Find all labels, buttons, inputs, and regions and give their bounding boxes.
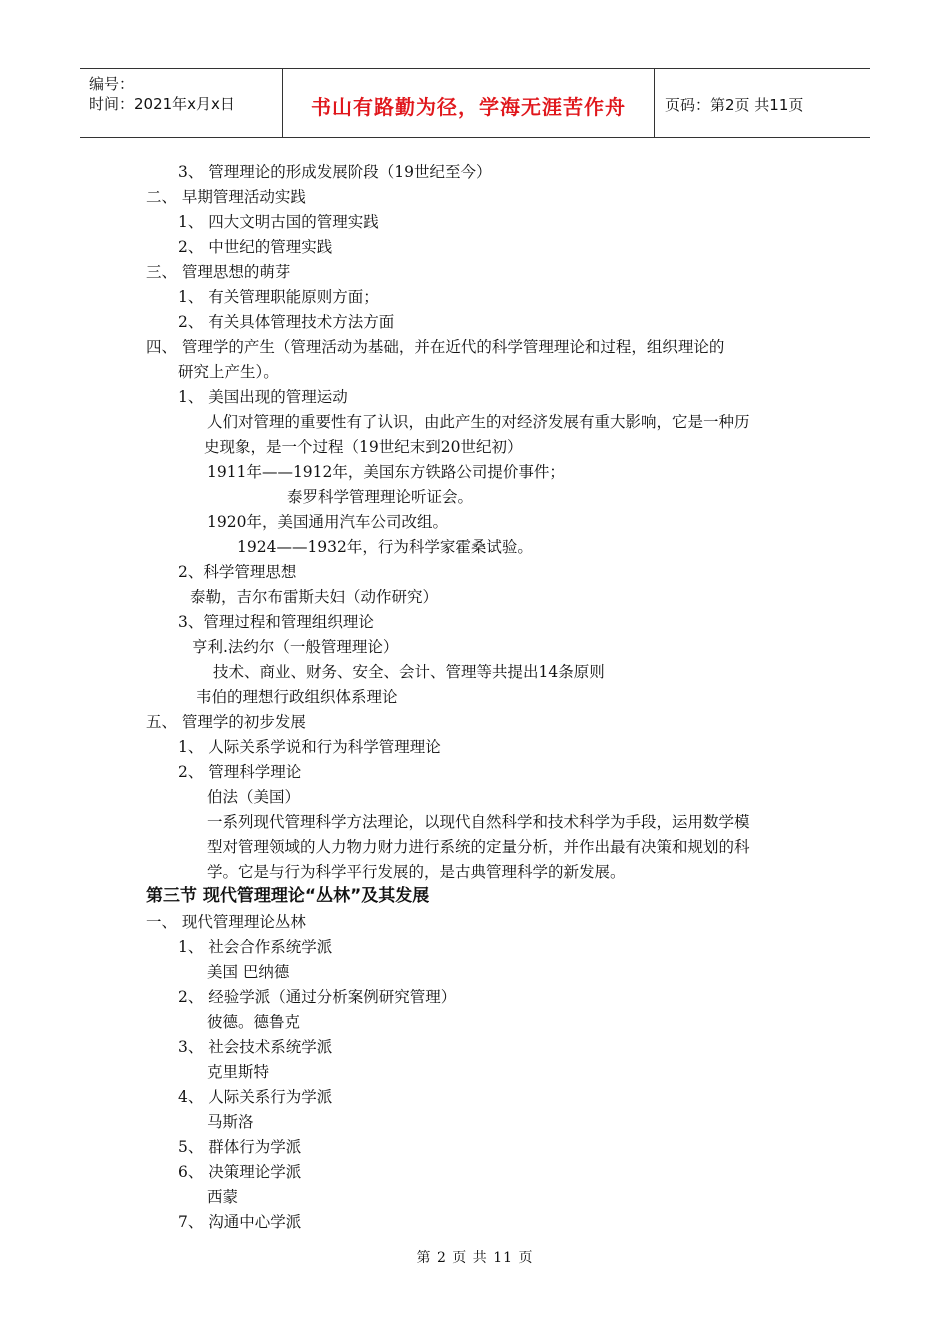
paragraph-line: 一系列现代管理科学方法理论，以现代自然科学和技术科学为手段，运用数学模 <box>207 813 750 831</box>
paragraph-line: 克里斯特 <box>207 1063 270 1081</box>
paragraph-line: 人们对管理的重要性有了认识，由此产生的对经济发展有重大影响，它是一种历 <box>207 413 750 431</box>
page-header <box>80 68 870 138</box>
outline-line: 研究上产生）。 <box>178 363 279 381</box>
outline-line: 2、 中世纪的管理实践 <box>178 238 333 256</box>
page-label: 页码：第2页 共11页 <box>665 96 804 114</box>
outline-line: 1、 有关管理职能原则方面； <box>178 288 379 306</box>
paragraph-line: 韦伯的理想行政组织体系理论 <box>196 688 398 706</box>
paragraph-line: 亨利.法约尔（一般管理理论） <box>192 638 399 656</box>
outline-line: 1、 人际关系学说和行为科学管理理论 <box>178 738 441 756</box>
outline-heading: 三、 管理思想的萌芽 <box>146 263 291 281</box>
outline-heading: 五、 管理学的初步发展 <box>146 713 306 731</box>
paragraph-line: 1911年——1912年，美国东方铁路公司提价事件； <box>207 463 565 481</box>
time-label: 时间：2021年x月x日 <box>89 95 235 113</box>
outline-line: 2、科学管理思想 <box>178 563 297 581</box>
paragraph-line: 泰勒，吉尔布雷斯夫妇（动作研究） <box>190 588 439 606</box>
outline-line: 1、 美国出现的管理运动 <box>178 388 348 406</box>
paragraph-line: 美国 巴纳德 <box>207 963 290 981</box>
outline-line: 3、 社会技术系统学派 <box>178 1038 333 1056</box>
header-info-cell <box>80 69 283 137</box>
outline-line: 4、 人际关系行为学派 <box>178 1088 333 1106</box>
outline-heading: 一、 现代管理理论丛林 <box>146 913 306 931</box>
paragraph-line: 伯法（美国） <box>207 788 301 806</box>
motto: 书山有路勤为径，学海无涯苦作舟 <box>311 95 626 119</box>
paragraph-line: 技术、商业、财务、安全、会计、管理等共提出14条原则 <box>213 663 605 681</box>
outline-heading: 二、 早期管理活动实践 <box>146 188 306 206</box>
outline-line: 5、 群体行为学派 <box>178 1138 302 1156</box>
header-motto-cell <box>283 69 655 137</box>
header-page-cell <box>655 69 870 137</box>
outline-line: 1、 社会合作系统学派 <box>178 938 333 956</box>
paragraph-line: 1920年，美国通用汽车公司改组。 <box>207 513 448 531</box>
paragraph-line: 1924——1932年，行为科学家霍桑试验。 <box>237 538 533 556</box>
section-heading: 第三节 现代管理理论“丛林”及其发展 <box>146 886 430 906</box>
paragraph-line: 学。它是与行为科学平行发展的，是古典管理科学的新发展。 <box>207 863 626 881</box>
paragraph-line: 泰罗科学管理理论听证会。 <box>287 488 474 506</box>
outline-heading: 四、 管理学的产生（管理活动为基础，并在近代的科学管理理论和过程，组织理论的 <box>146 338 725 356</box>
outline-line: 2、 经验学派（通过分析案例研究管理） <box>178 988 457 1006</box>
outline-line: 6、 决策理论学派 <box>178 1163 302 1181</box>
outline-line: 2、 管理科学理论 <box>178 763 302 781</box>
paragraph-line: 马斯洛 <box>207 1113 254 1131</box>
outline-line: 3、管理过程和管理组织理论 <box>178 613 374 631</box>
outline-line: 7、 沟通中心学派 <box>178 1213 302 1231</box>
page-footer: 第 2 页 共 11 页 <box>416 1250 534 1266</box>
paragraph-line: 彼德。德鲁克 <box>207 1013 301 1031</box>
paragraph-line: 型对管理领域的人力物力财力进行系统的定量分析，并作出最有决策和规划的科 <box>207 838 750 856</box>
outline-line: 2、 有关具体管理技术方法方面 <box>178 313 395 331</box>
paragraph-line: 西蒙 <box>207 1188 239 1206</box>
outline-line: 3、 管理理论的形成发展阶段（19世纪至今） <box>178 163 492 181</box>
outline-line: 1、 四大文明古国的管理实践 <box>178 213 379 231</box>
paragraph-line: 史现象，是一个过程（19世纪末到20世纪初） <box>204 438 523 456</box>
serial-label: 编号： <box>89 75 135 93</box>
